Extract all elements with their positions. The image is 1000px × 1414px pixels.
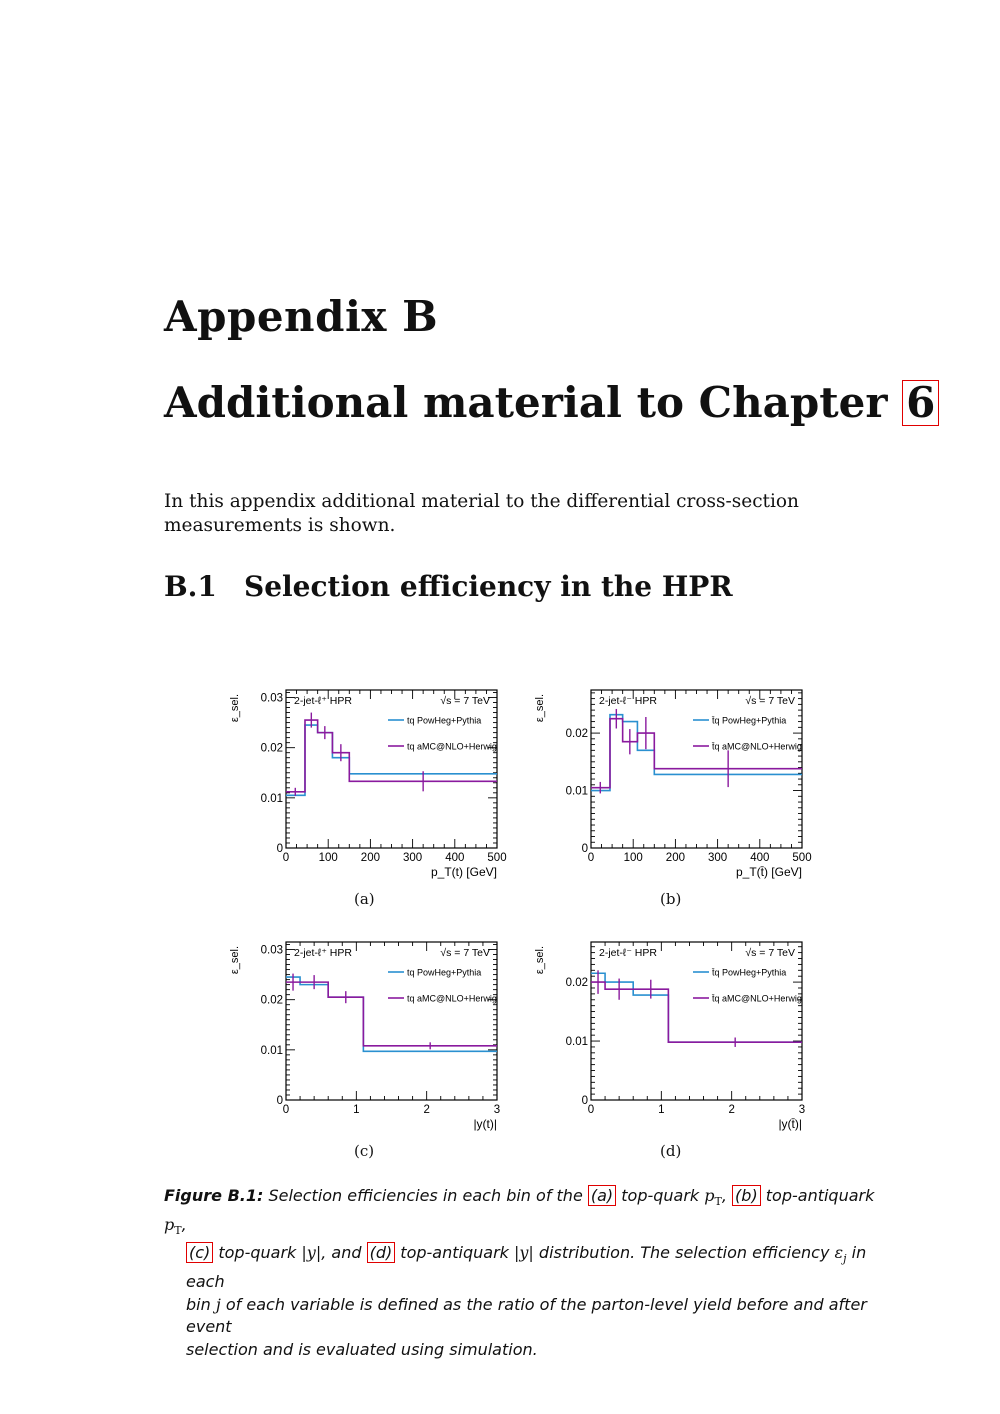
x-tick-label: 0 [282,1104,290,1116]
x-tick-label: 300 [708,852,728,864]
caption-ref-d[interactable]: (d) [367,1242,396,1263]
figure-panel-a [222,682,512,888]
legend-entry: tq PowHeg+Pythia [407,715,482,726]
y-axis-label: ε_sel. [229,694,241,723]
caption-text: of each variable is defined as the ratio of the parton-level yield before and after event [186,1294,867,1337]
appendix-label: Appendix B [164,292,439,341]
caption-text: top-antiquark [395,1243,514,1263]
caption-text: , [181,1214,187,1234]
figure-caption [164,1185,889,1361]
energy-label: √s = 7 TeV [745,695,795,707]
series-line-amcnlo [591,719,802,788]
x-axis-label: p_T(t̄) [GeV] [735,865,802,879]
caption-math-epsilon: $\varepsilon_j$ [834,1243,847,1266]
series-line-powheg [286,725,497,795]
intro-paragraph: In this appendix additional material to the differential cross-section measurements is shown. [164,491,799,536]
y-tick-label: 0.01 [260,792,283,805]
y-tick-label: 0.02 [565,728,588,741]
caption-text: , [721,1186,733,1205]
x-tick-label: 1 [658,1104,665,1116]
x-tick-label: 100 [623,852,643,864]
caption-math-absy: |y| [301,1243,322,1263]
caption-math-pt: $p_T$ [704,1186,722,1209]
caption-lead: Figure B.1: [164,1186,264,1205]
x-tick-label: 1 [353,1104,360,1116]
caption-line-3 [164,1294,889,1339]
legend-entry: tq aMC@NLO+Herwig [407,993,497,1004]
y-tick-label: 0.02 [260,994,283,1007]
y-tick-label: 0 [581,1095,588,1107]
y-tick-label: 0 [276,1095,283,1107]
x-tick-label: 2 [423,1104,430,1116]
y-tick-label: 0.01 [565,1036,588,1049]
caption-text: bin [186,1294,216,1314]
x-tick-label: 500 [487,852,507,864]
subfigure-label-c: (c) [354,1142,375,1160]
caption-text: distribution. The selection efficiency [533,1243,835,1263]
section-title: Selection efficiency in the HPR [244,570,733,603]
x-tick-label: 0 [587,1104,595,1116]
series-line-amcnlo [591,982,802,1042]
caption-text: , and [321,1243,367,1263]
caption-math-pt: $p_T$ [164,1214,182,1237]
legend-entry: tq PowHeg+Pythia [407,967,482,978]
y-tick-label: 0.01 [565,785,588,798]
caption-ref-a[interactable]: (a) [588,1185,616,1206]
efficiency-chart-c [222,934,512,1140]
x-tick-label: 400 [445,852,465,864]
region-label: 2-jet-ℓ⁻ HPR [599,947,657,959]
caption-text: Selection efficiencies in each bin of the [263,1186,588,1205]
legend-entry: t̄q aMC@NLO+Herwig [712,741,802,752]
region-label: 2-jet-ℓ⁺ HPR [294,947,352,959]
energy-label: √s = 7 TeV [440,947,490,959]
x-tick-label: 0 [282,852,290,864]
energy-label: √s = 7 TeV [440,695,490,707]
x-tick-label: 0 [587,852,595,864]
caption-text: top-antiquark [760,1186,875,1205]
legend-entry: t̄q PowHeg+Pythia [712,715,787,726]
subfigure-label-b: (b) [660,890,682,908]
caption-math-absy: |y| [514,1243,534,1263]
efficiency-chart-d [527,934,817,1140]
section-heading [164,570,733,603]
region-label: 2-jet-ℓ⁺ HPR [294,695,352,707]
plot-frame [286,690,497,848]
y-axis-label: ε_sel. [229,946,241,975]
x-tick-label: 300 [403,852,423,864]
series-line-powheg [591,973,802,1042]
y-tick-label: 0 [581,843,588,855]
subfigure-label-d: (d) [660,1142,682,1160]
legend-entry: tq aMC@NLO+Herwig [407,741,497,752]
series-line-amcnlo [286,982,497,1046]
x-tick-label: 500 [792,852,812,864]
efficiency-chart-b [527,682,817,888]
x-tick-label: 100 [318,852,338,864]
series-line-amcnlo [286,720,497,792]
x-axis-label: |y(t̄)| [778,1117,802,1131]
figure-panel-d [527,934,817,1140]
x-tick-label: 3 [493,1104,501,1116]
x-axis-label: |y(t)| [473,1117,497,1131]
legend-entry: t̄q PowHeg+Pythia [712,967,787,978]
subfigure-label-a: (a) [354,890,375,908]
x-axis-label: p_T(t) [GeV] [430,865,497,879]
caption-line-2 [164,1242,889,1293]
region-label: 2-jet-ℓ⁻ HPR [599,695,657,707]
figure-panel-c [222,934,512,1140]
caption-text: top-quark [213,1243,302,1263]
energy-label: √s = 7 TeV [745,947,795,959]
appendix-title [164,378,939,427]
caption-math-j: j [215,1294,221,1314]
y-tick-label: 0.03 [260,944,283,957]
x-tick-label: 200 [665,852,685,864]
y-axis-label: ε_sel. [534,946,546,975]
caption-text: in each [186,1243,867,1292]
caption-line-1 [164,1185,889,1242]
x-tick-label: 400 [750,852,770,864]
series-line-powheg [286,977,497,1051]
caption-line-4: selection and is evaluated using simulation. [186,1339,538,1359]
y-axis-label: ε_sel. [534,694,546,723]
plot-frame [286,942,497,1100]
caption-text: top-quark [616,1186,705,1205]
appendix-title-text: Additional material to Chapter [164,378,888,427]
x-tick-label: 200 [360,852,380,864]
section-number: B.1 [164,570,217,603]
caption-ref-c[interactable]: (c) [186,1242,213,1263]
caption-ref-b[interactable]: (b) [732,1185,761,1206]
y-tick-label: 0.02 [565,977,588,990]
y-tick-label: 0.02 [260,742,283,755]
y-tick-label: 0.03 [260,692,283,705]
y-tick-label: 0 [276,843,283,855]
legend-entry: t̄q aMC@NLO+Herwig [712,993,802,1004]
chapter-reference-link[interactable]: 6 [902,380,939,426]
x-tick-label: 2 [728,1104,735,1116]
efficiency-chart-a [222,682,512,888]
figure-panel-b [527,682,817,888]
plot-frame [591,942,802,1100]
y-tick-label: 0.01 [260,1044,283,1057]
x-tick-label: 3 [798,1104,806,1116]
